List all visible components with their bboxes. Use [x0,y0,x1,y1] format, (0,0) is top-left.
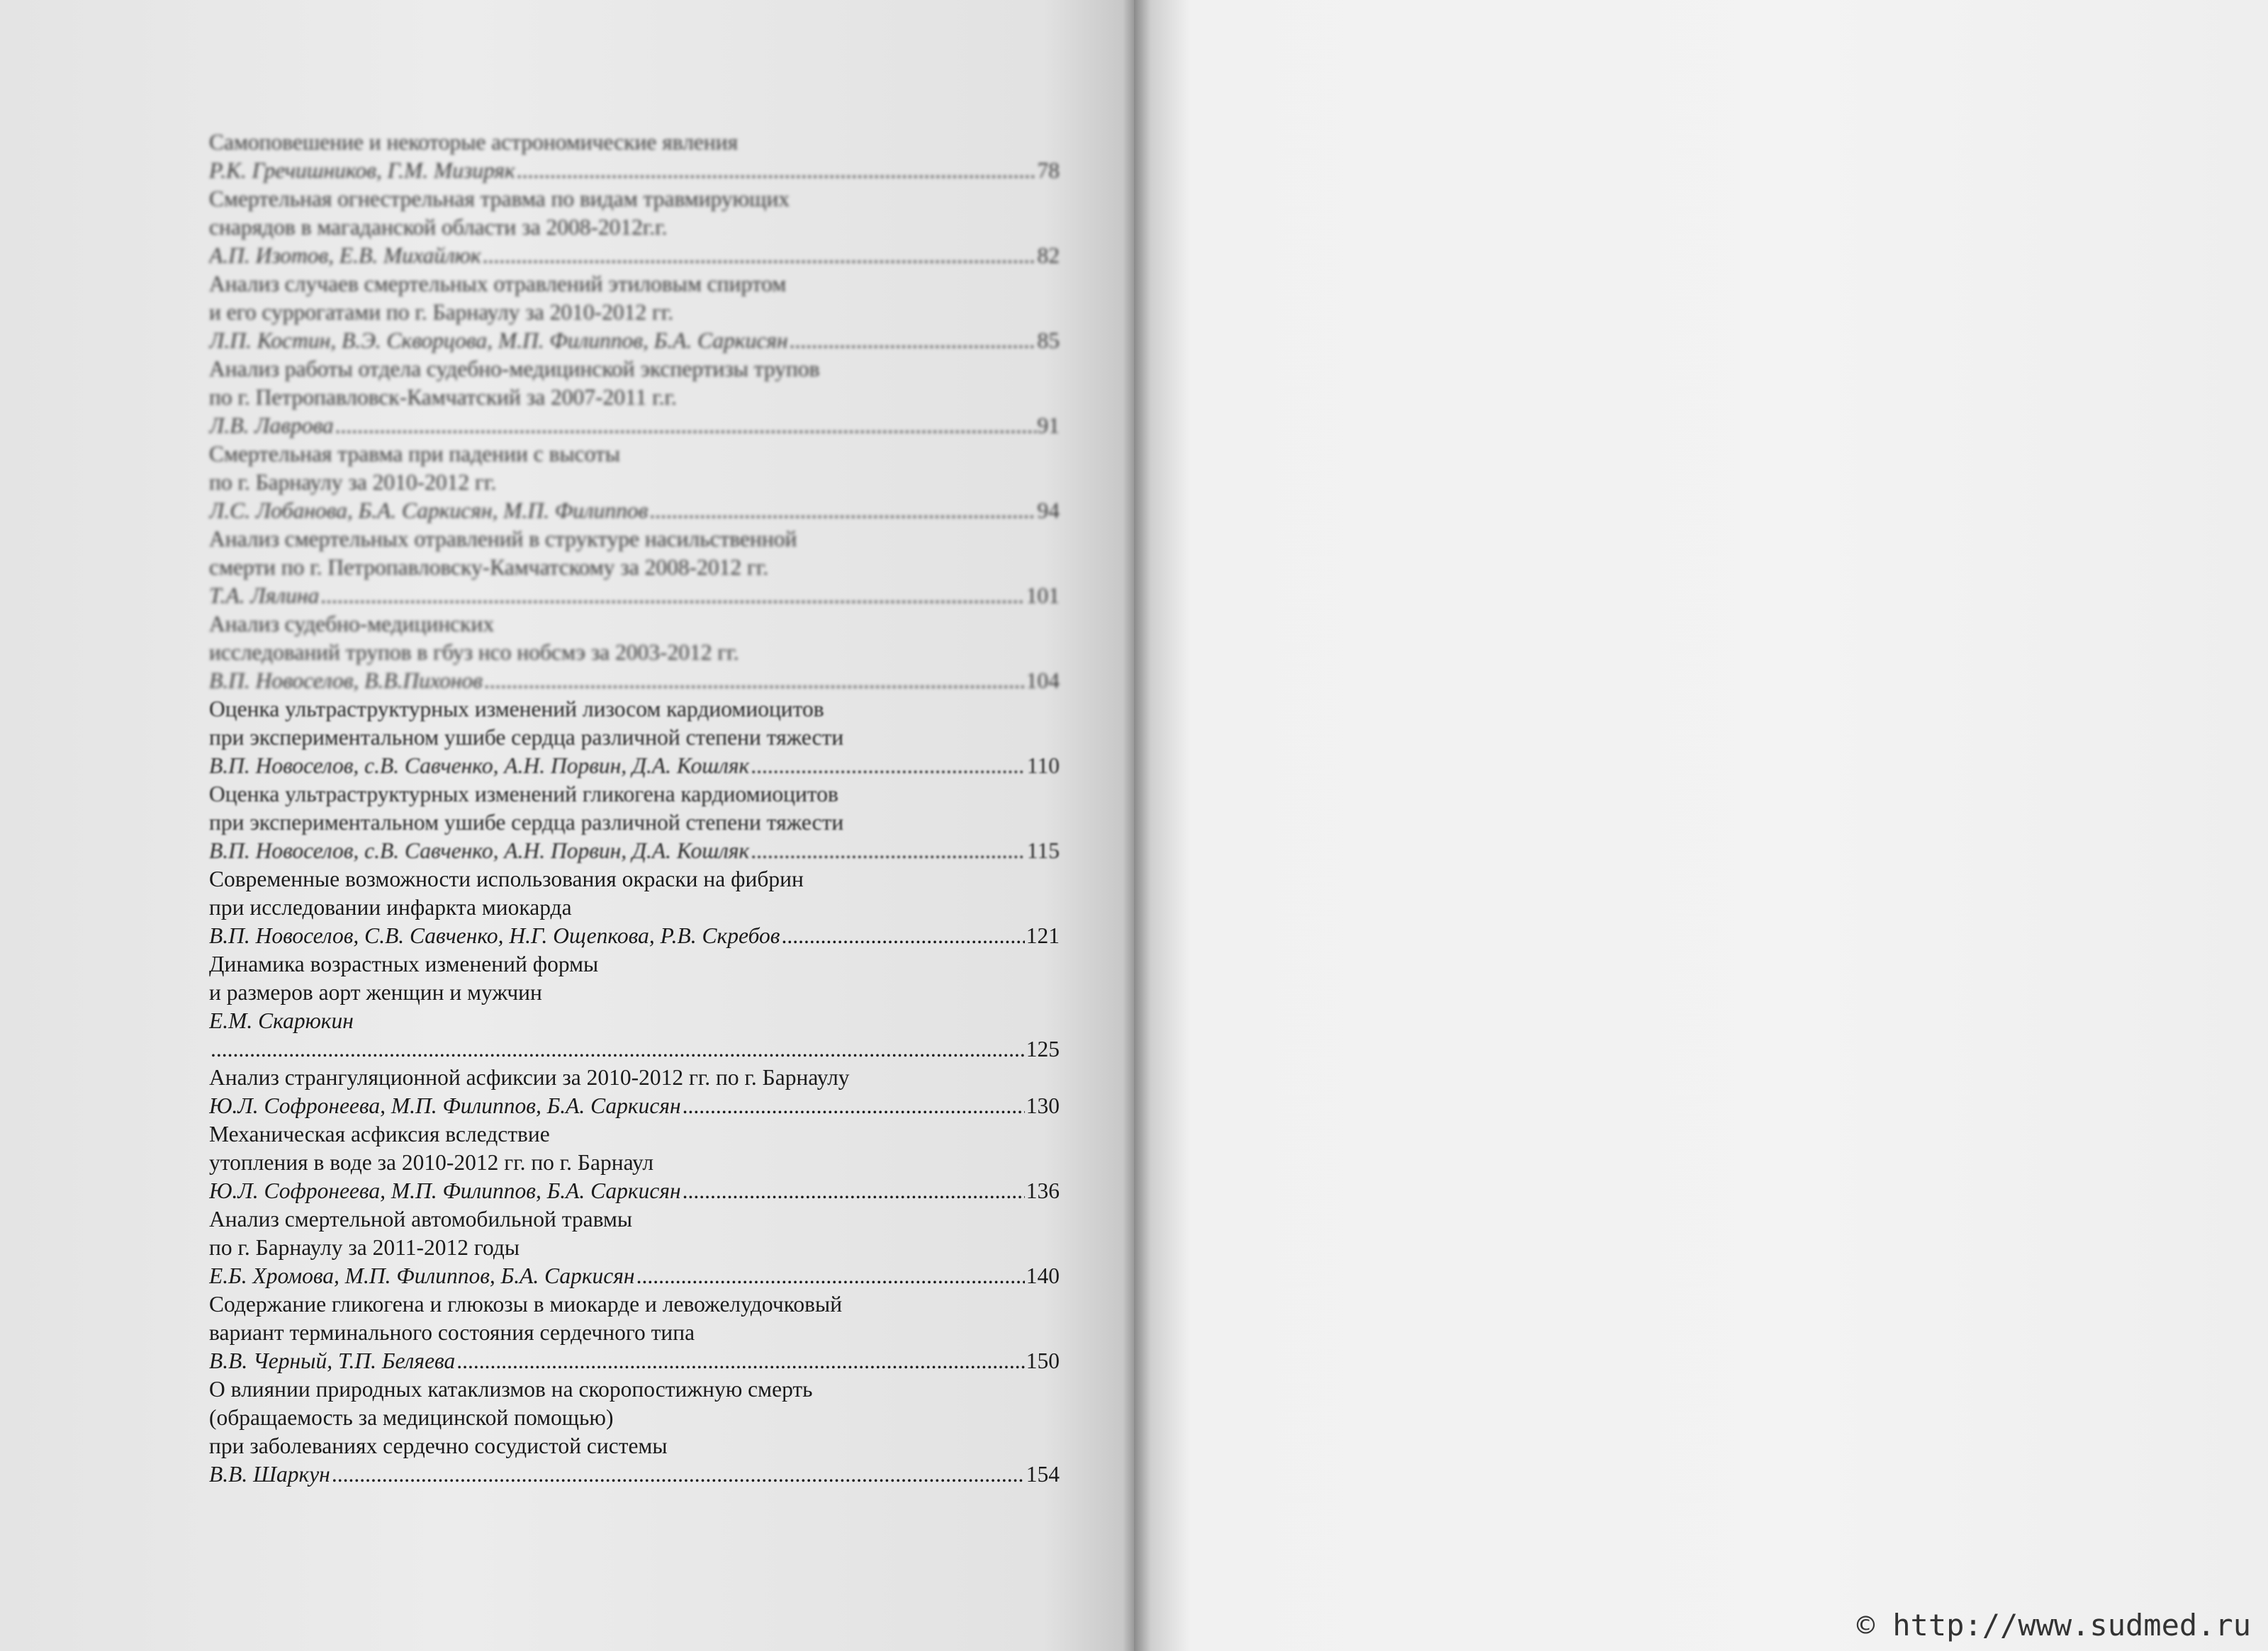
toc-entry [209,185,1060,270]
dot-leader [751,837,1026,865]
entry-title-line: Механическая асфиксия вследствие [209,1122,550,1146]
toc-entry [209,610,1060,695]
entry-title-line: Современные возможности использования окраски на фибрин [209,867,804,891]
dot-leader [781,922,1024,950]
page-number: 91 [1037,413,1060,438]
dot-leader [751,752,1026,780]
entry-authors-row [209,1092,1060,1120]
toc-entry [209,695,1060,780]
toc-entry [209,355,1060,440]
entry-authors-row-text: А.П. Изотов, Е.В. Михайлюк [209,243,481,268]
entry-authors-row [209,752,1060,780]
entry-authors-row [209,327,1060,355]
toc-entry [209,865,1060,950]
entry-authors-row [209,242,1060,270]
page-number: 121 [1026,923,1060,948]
entry-authors-row [209,1460,1060,1489]
entry-title-line: О влиянии природных катаклизмов на скоропостижную смерть [209,1377,813,1402]
dot-leader [483,242,1036,270]
toc-entry [209,950,1060,1064]
entry-page-row [209,1035,1060,1064]
entry-title-line: утопления в воде за 2010-2012 гг. по г. Барнаул [209,1150,654,1175]
toc-entry [209,1375,1060,1489]
site-watermark: © http://www.sudmed.ru [1856,1608,2251,1642]
entry-title-line: вариант терминального состояния сердечного типа [209,1320,695,1345]
toc-entry [209,1120,1060,1205]
left-toc [209,128,1060,1489]
dot-leader [332,1460,1025,1489]
entry-authors-row-text: Ю.Л. Софронеева, М.П. Филиппов, Б.А. Саркисян [209,1093,681,1118]
page-number: 130 [1026,1093,1060,1118]
entry-authors: Е.М. Скарюкин [209,1008,354,1033]
dot-leader [683,1092,1025,1120]
entry-title-line: по г. Барнаулу за 2010-2012 гг. [209,470,497,495]
toc-entry [209,1205,1060,1290]
entry-title-line: Оценка ультраструктурных изменений гликогена кардиомиоцитов [209,782,838,806]
dot-leader [210,1035,1025,1064]
toc-entry [209,780,1060,865]
entry-title-line: Самоповешение и некоторые астрономические явления [209,130,739,154]
dot-leader [484,667,1025,695]
dot-leader [790,327,1036,355]
page-number: 125 [1026,1037,1060,1061]
entry-title-line: при исследовании инфаркта миокарда [209,895,572,920]
entry-title-line: Оценка ультраструктурных изменений лизосом кардиомиоцитов [209,697,824,721]
page-number: 154 [1026,1462,1060,1487]
entry-authors-row-text: Р.К. Гречишников, Г.М. Мизиряк [209,158,515,183]
entry-authors-row-text: В.П. Новоселов, с.В. Савченко, А.Н. Порвин, Д.А. Кошляк [209,753,750,778]
dot-leader [320,582,1025,610]
entry-title-line: Анализ случаев смертельных отравлений этиловым спиртом [209,271,787,296]
page-number: 115 [1026,838,1060,863]
page-number: 104 [1026,668,1060,693]
entry-title-line: при экспериментальном ушибе сердца различной степени тяжести [209,810,844,835]
page-number: 78 [1037,158,1060,183]
page-number: 136 [1026,1178,1060,1203]
entry-authors-row [209,497,1060,525]
entry-title-line: Динамика возрастных изменений формы [209,952,599,976]
right-page [1134,0,2268,1651]
entry-authors-row-text: Л.В. Лаврова [209,413,334,438]
entry-title-line: и его суррогатами по г. Барнаулу за 2010-2012 гг. [209,300,674,325]
entry-title-line: при заболеваниях сердечно сосудистой системы [209,1433,668,1458]
toc-entry [209,440,1060,525]
page-number: 110 [1026,753,1060,778]
toc-entry [209,128,1060,185]
entry-authors-row-text: Е.Б. Хромова, М.П. Филиппов, Б.А. Саркисян [209,1263,635,1288]
toc-entry [209,1290,1060,1375]
entry-title-line: по г. Петропавловск-Камчатский за 2007-2011 г.г. [209,385,677,410]
entry-authors-row [209,667,1060,695]
entry-title-line: по г. Барнаулу за 2011-2012 годы [209,1235,520,1260]
entry-authors-row [209,837,1060,865]
entry-title-line: (обращаемость за медицинской помощью) [209,1405,614,1430]
entry-authors-row-text: Ю.Л. Софронеева, М.П. Филиппов, Б.А. Саркисян [209,1178,681,1203]
dot-leader [649,497,1035,525]
dot-leader [683,1177,1025,1205]
toc-entry [209,270,1060,355]
entry-authors-row-text: В.В. Черный, Т.П. Беляева [209,1348,456,1373]
dot-leader [517,157,1036,185]
entry-title-line: Анализ смертельной автомобильной травмы [209,1207,633,1232]
entry-title-line: Анализ работы отдела судебно-медицинской экспертизы трупов [209,356,820,381]
toc-entry [209,1064,1060,1120]
entry-authors-row [209,1262,1060,1290]
page-number: 82 [1037,243,1060,268]
page-number: 94 [1037,498,1060,523]
entry-authors-row-text: Т.А. Лялина [209,583,320,608]
toc-entry [209,525,1060,610]
page-number: 140 [1026,1263,1060,1288]
entry-title-line: при экспериментальном ушибе сердца различной степени тяжести [209,725,844,750]
entry-authors-row [209,1177,1060,1205]
entry-authors-row [209,582,1060,610]
page-number: 150 [1026,1348,1060,1373]
entry-authors-row [209,157,1060,185]
entry-authors-row [209,922,1060,950]
entry-authors-row [209,412,1060,440]
dot-leader [335,412,1036,440]
entry-authors-row-text: Л.С. Лобанова, Б.А. Саркисян, М.П. Филиппов [209,498,649,523]
entry-title-line: и размеров аорт женщин и мужчин [209,980,542,1005]
dot-leader [636,1262,1025,1290]
entry-title-line: Содержание гликогена и глюкозы в миокарде и левожелудочковый [209,1292,843,1317]
entry-title-line: исследований трупов в гбуз нсо нобсмэ за 2003-2012 гг. [209,640,739,665]
page-number: 101 [1026,583,1060,608]
entry-title-line: Смертельная огнестрельная травма по видам травмирующих [209,186,790,211]
dot-leader [456,1347,1024,1375]
entry-authors-row-text: В.П. Новоселов, В.В.Пихонов [209,668,483,693]
entry-authors-row [209,1347,1060,1375]
entry-authors-row-text: В.П. Новоселов, С.В. Савченко, Н.Г. Ощепкова, Р.В. Скребов [209,923,780,948]
entry-title-line: Анализ странгуляционной асфиксии за 2010-2012 гг. по г. Барнаулу [209,1065,850,1090]
entry-authors-row-text: В.П. Новоселов, с.В. Савченко, А.Н. Порвин, Д.А. Кошляк [209,838,750,863]
entry-title-line: Смертельная травма при падении с высоты [209,441,620,466]
entry-title-line: Анализ смертельных отравлений в структуре насильственной [209,526,797,551]
page-number: 85 [1037,328,1060,353]
entry-title-line: Анализ судебно-медицинских [209,612,495,636]
entry-title-line: смерти по г. Петропавловску-Камчатскому за 2008-2012 гг. [209,555,769,580]
entry-title-line: снарядов в магаданской области за 2008-2012г.г. [209,215,668,240]
entry-authors-row-text: Л.П. Костин, В.Э. Скворцова, М.П. Филиппов, Б.А. Саркисян [209,328,788,353]
entry-authors-row-text: В.В. Шаркун [209,1462,330,1487]
